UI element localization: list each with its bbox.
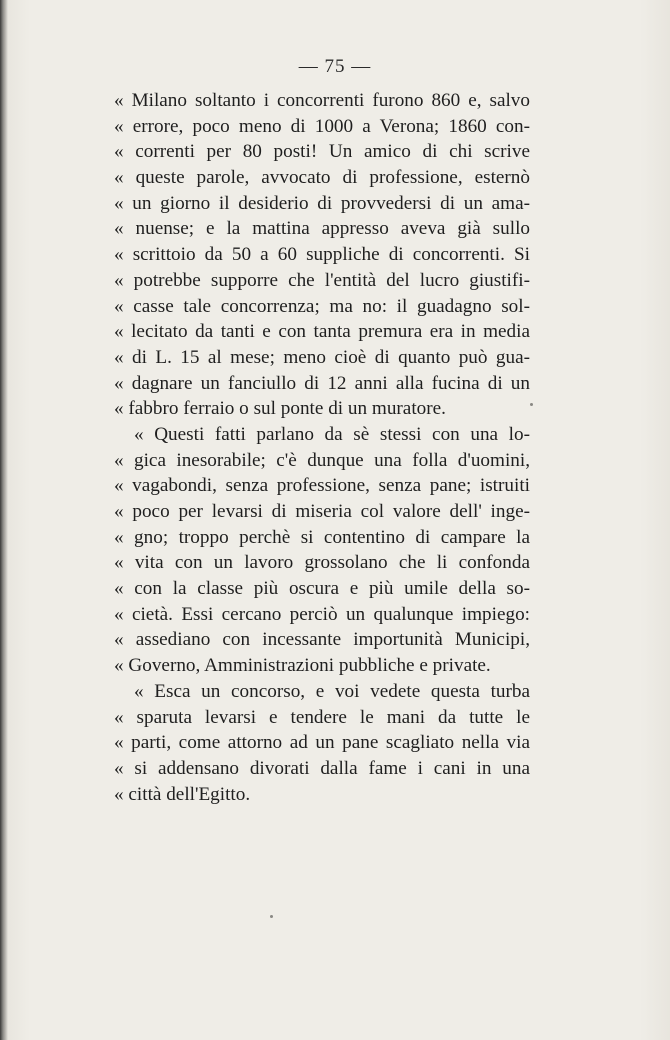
- text-line: « vagabondi, senza professione, senza pane; istruiti: [114, 475, 530, 497]
- page-gutter-shadow: [0, 0, 8, 1040]
- text-line: « città dell'Egitto.: [114, 783, 251, 805]
- text-line: « casse tale concorrenza; ma no: il guadagno sol-: [114, 295, 530, 317]
- paper-speck: [270, 915, 273, 918]
- text-line: « fabbro ferraio o sul ponte di un muratore.: [114, 398, 446, 420]
- text-line: « cietà. Essi cercano perciò un qualunque impiego:: [114, 603, 530, 625]
- text-line: « scrittoio da 50 a 60 suppliche di concorrenti. Si: [114, 244, 530, 266]
- text-line: « Governo, Amministrazioni pubbliche e private.: [114, 655, 491, 677]
- text-line: « dagnare un fanciullo di 12 anni alla fucina di un: [114, 372, 530, 394]
- text-line: « parti, come attorno ad un pane scagliato nella via: [114, 732, 530, 754]
- text-line: « vita con un lavoro grossolano che li confonda: [114, 552, 530, 574]
- text-line: « di L. 15 al mese; meno cioè di quanto può gua-: [114, 346, 530, 368]
- text-line: « Esca un concorso, e voi vedete questa turba: [134, 680, 530, 702]
- text-line: « con la classe più oscura e più umile della so-: [114, 578, 530, 600]
- text-line: « un giorno il desiderio di provvedersi di un ama-: [114, 192, 530, 214]
- text-line: « errore, poco meno di 1000 a Verona; 1860 con-: [114, 115, 530, 137]
- text-line: « lecitato da tanti e con tanta premura era in media: [114, 321, 530, 343]
- text-line: « gica inesorabile; c'è dunque una folla d'uomini,: [114, 449, 530, 471]
- text-line: « gno; troppo perchè si contentino di campare la: [114, 526, 530, 548]
- body-text: [114, 88, 530, 807]
- text-line: « queste parole, avvocato di professione, esternò: [114, 167, 530, 189]
- text-line: « potrebbe supporre che l'entità del lucro giustifi-: [114, 269, 530, 291]
- text-line: « poco per levarsi di miseria col valore dell' inge-: [114, 501, 530, 522]
- text-line: « si addensano divorati dalla fame i cani in una: [114, 757, 530, 779]
- page-number: — 75 —: [298, 56, 372, 77]
- text-line: « assediano con incessante importunità Municipi,: [114, 629, 530, 651]
- text-line: « Milano soltanto i concorrenti furono 860 e, salvo: [114, 90, 530, 111]
- text-line: « sparuta levarsi e tendere le mani da tutte le: [114, 706, 530, 728]
- text-line: « nuense; e la mattina appresso aveva già sullo: [114, 218, 530, 240]
- text-line: « correnti per 80 posti! Un amico di chi scrive: [114, 141, 530, 163]
- text-line: « Questi fatti parlano da sè stessi con una lo-: [134, 423, 530, 445]
- paper-speck: [530, 403, 533, 406]
